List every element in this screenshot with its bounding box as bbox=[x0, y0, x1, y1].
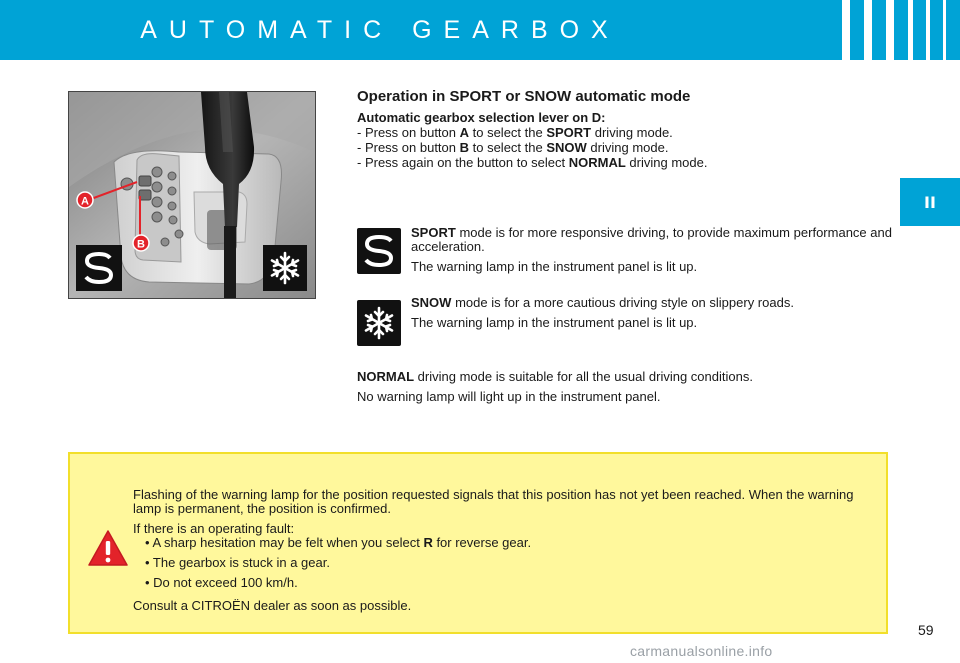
sport-mode-icon bbox=[76, 245, 122, 291]
gear-lever-photo bbox=[68, 91, 316, 299]
warning-note-box bbox=[68, 452, 888, 634]
snowflake-icon bbox=[263, 245, 307, 291]
sport-snow-section bbox=[357, 88, 897, 170]
section-subtitle: Automatic gearbox selection lever on D: bbox=[357, 110, 606, 125]
snow-icon bbox=[357, 300, 401, 346]
callout-b-label: B bbox=[137, 238, 145, 251]
section-title: Operation in SPORT or SNOW automatic mode bbox=[357, 88, 691, 105]
callout-a-label: A bbox=[81, 195, 89, 208]
page-header bbox=[0, 0, 960, 60]
sport-text: SPORT mode is for more responsive driving, to provide maximum performance and acceleration. The warning lamp in the instrument panel is lit up. bbox=[411, 225, 892, 274]
sport-icon bbox=[357, 228, 401, 274]
note-text: Flashing of the warning lamp for the position requested signals that this position has not yet been reached. When the warning lamp is permanent, the position is confirmed. If there is an operating fault: • A sharp hesitation may be felt when you select R for reverse gear. • The gearbox is stuck in a gear. • Do not exceed 100 km/h. Consult a CITROËN dealer as soon as possible. bbox=[133, 487, 854, 613]
snow-text: SNOW mode is for a more cautious driving style on slippery roads. The warning lamp in the instrument panel is lit up. bbox=[411, 295, 794, 330]
warning-triangle-icon bbox=[87, 529, 129, 567]
chapter-tab[interactable]: II bbox=[900, 178, 960, 226]
step-1: - Press on button A to select the SPORT driving mode. bbox=[357, 125, 673, 140]
step-2: - Press on button B to select the SNOW driving mode. bbox=[357, 140, 669, 155]
page-title: AUTOMATIC GEARBOX bbox=[140, 16, 620, 44]
watermark: carmanualsonline.info bbox=[630, 643, 773, 659]
page-number: 59 bbox=[918, 622, 934, 638]
step-3: - Press again on the button to select NORMAL driving mode. bbox=[357, 155, 708, 170]
normal-mode-block: NORMAL driving mode is suitable for all the usual driving conditions. No warning lamp will light up in the instrument panel. bbox=[357, 369, 753, 404]
